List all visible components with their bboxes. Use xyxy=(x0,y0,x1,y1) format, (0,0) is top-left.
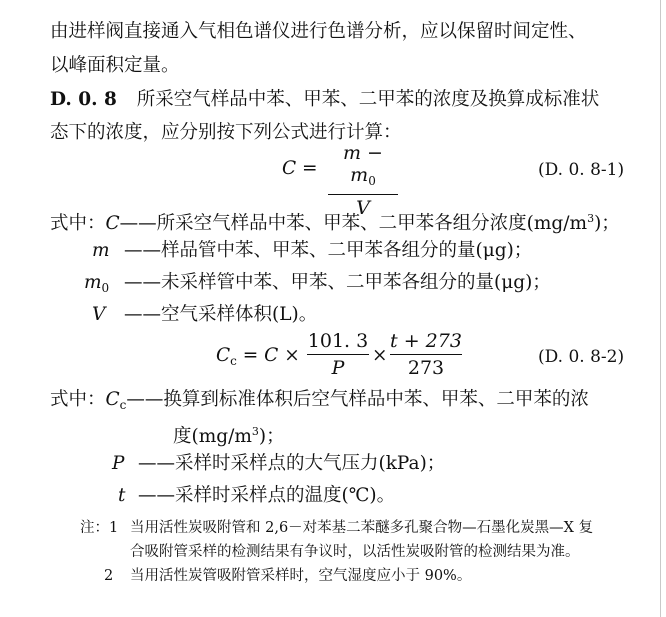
eq2-fraction-1 xyxy=(307,330,369,379)
eq2-times: × xyxy=(372,345,388,366)
def-v: V ——空气采样体积(L)。 xyxy=(92,304,318,325)
section-number: D. 0. 8 xyxy=(50,89,117,110)
eq1-number: (D. 0. 8-1) xyxy=(538,160,625,180)
section-line-2: 态下的浓度，应分别按下列公式进行计算： xyxy=(50,122,402,143)
def-t: t ——采样时采样点的温度(℃)。 xyxy=(118,485,396,506)
eq2-fraction-2 xyxy=(390,330,462,379)
def-cc: 式中：$C_c——$换算到标准体积后空气样品中苯、甲苯、二甲苯的浓 xyxy=(50,389,589,412)
section-line xyxy=(50,88,599,112)
eq2-frac2-denominator: 273 xyxy=(407,357,445,379)
eq2-lhs: $C_c = C$ × xyxy=(216,345,300,368)
note-1-line2: 合吸附管采样的检测结果有争议时，以活性炭吸附管的检测结果为准。 xyxy=(130,544,580,560)
eq2-frac1-numerator: 101. 3 xyxy=(307,330,369,352)
eq1-numerator: $m - m_0$ xyxy=(343,142,383,188)
def-c: 式中：C——所采空气样品中苯、甲苯、二甲苯各组分浓度$(mg/m^3)$； xyxy=(50,212,620,234)
def-p: P ——采样时采样点的大气压力(kPa)； xyxy=(112,453,446,474)
section-text: 所采空气样品中苯、甲苯、二甲苯的浓度及换算成标准状 xyxy=(136,89,600,110)
paragraph-line: 由进样阀直接通入气相色谱仪进行色谱分析，应以保留时间定性、 xyxy=(50,21,587,42)
paragraph-line: 以峰面积定量。 xyxy=(50,55,180,76)
eq2-number: (D. 0. 8-2) xyxy=(538,347,625,367)
eq1-denominator: V xyxy=(356,197,370,219)
def-m: m ——样品管中苯、甲苯、二甲苯各组分的量(μg)； xyxy=(92,240,533,261)
eq2-frac1-denominator: P xyxy=(331,357,345,379)
note-2: 2 当用活性炭管吸附管采样时，空气湿度应小于 90%。 xyxy=(104,568,472,584)
def-cc-line2: 度$(mg/m^3)$； xyxy=(173,425,285,447)
eq2-frac2-numerator: t + 273 xyxy=(390,330,462,352)
note-1: 注：1 当用活性炭吸附管和 2,6－对苯基二苯醚多孔聚合物—石墨化炭黑—X 复 xyxy=(80,520,594,536)
def-m0: $m_0$ ——未采样管中苯、甲苯、二甲苯各组分的量(μg)； xyxy=(84,272,551,295)
eq1-lhs: C = xyxy=(282,158,318,179)
